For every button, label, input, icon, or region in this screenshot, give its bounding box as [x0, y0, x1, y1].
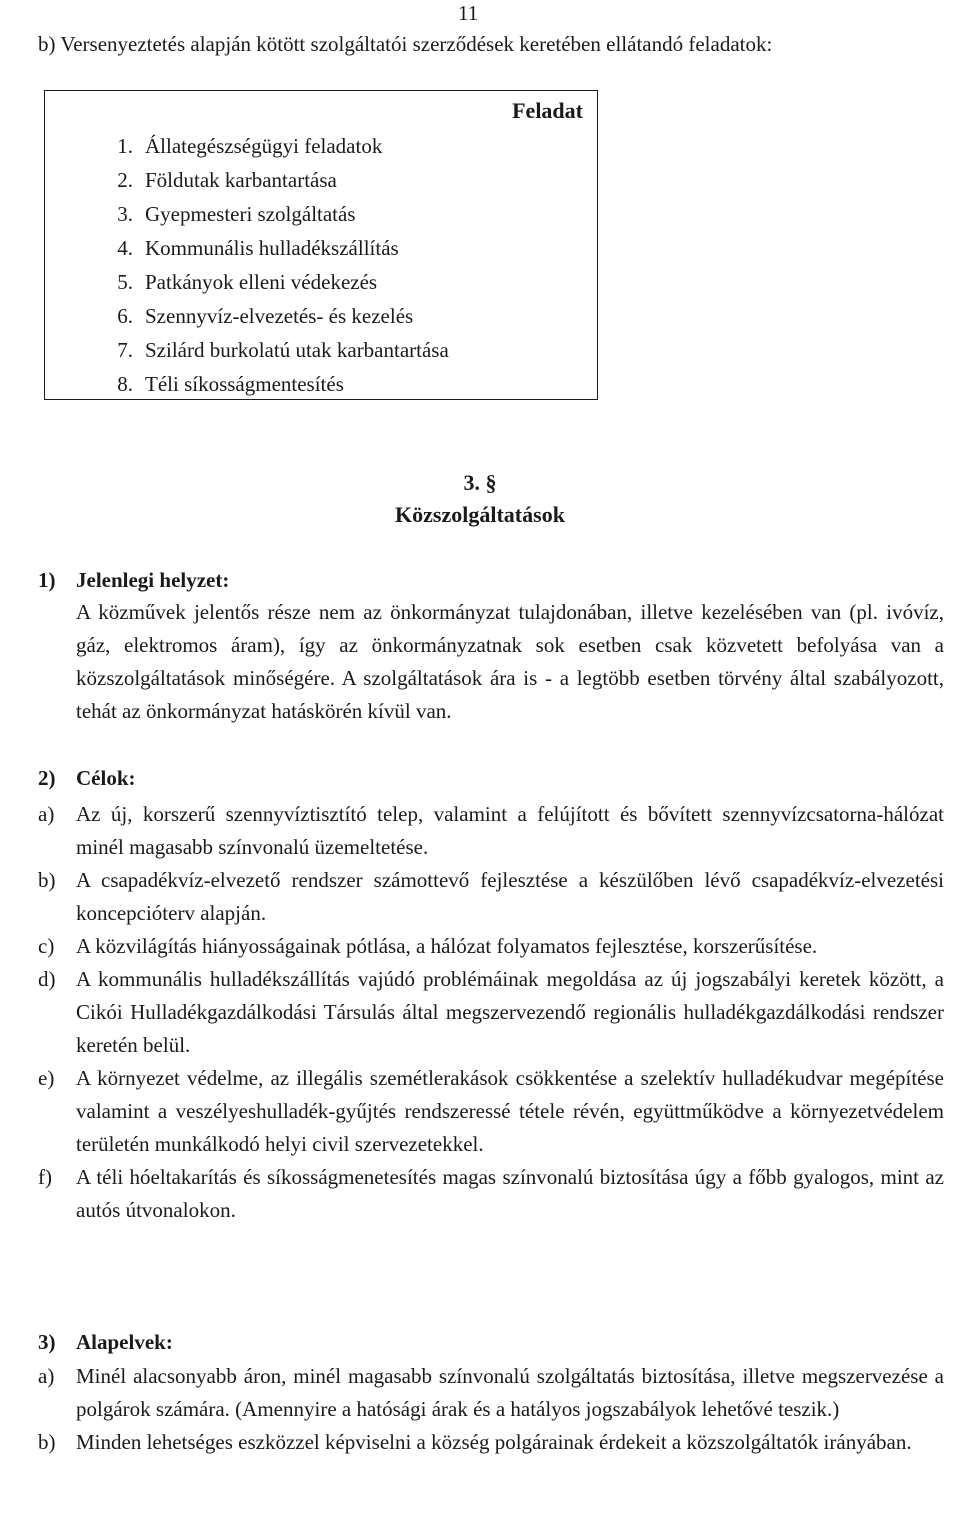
- goals-title: Célok:: [76, 766, 136, 790]
- task-number: 1.: [117, 134, 133, 158]
- principle-marker: a): [38, 1364, 55, 1388]
- goal-marker: c): [38, 934, 55, 958]
- task-table: [44, 90, 598, 400]
- task-name: Földutak karbantartása: [145, 168, 337, 192]
- goal-item: [38, 864, 944, 930]
- task-number: 2.: [117, 168, 133, 192]
- goal-text: Az új, korszerű szennyvíztisztító telep, valamint a felújított és bővített szennyvízcsatorna-hálózat minél magasabb színvonalú üzemeltetése.: [76, 802, 944, 859]
- intro-line: b) Versenyeztetés alapján kötött szolgáltatói szerződések keretében ellátandó feladatok:: [38, 32, 773, 56]
- principles-title: Alapelvek:: [76, 1330, 173, 1354]
- task-name: Szilárd burkolatú utak karbantartása: [145, 338, 449, 362]
- principles-block: [38, 1328, 944, 1459]
- task-number: 3.: [117, 202, 133, 226]
- goal-marker: e): [38, 1066, 55, 1090]
- current-state-title: Jelenlegi helyzet:: [76, 568, 230, 592]
- principle-marker: b): [38, 1430, 56, 1454]
- section-title: Közszolgáltatások: [395, 502, 565, 527]
- current-state-block: [38, 566, 944, 728]
- goal-text: A kommunális hulladékszállítás vajúdó problémáinak megoldása az új jogszabályi keretek között, a Cikói Hulladékgazdálkodási Társulás által megszervezendő regionális hulladékgazdálkodási rendszer keretén belül.: [76, 967, 944, 1057]
- current-state-label: 1): [38, 568, 56, 592]
- principle-item: [38, 1426, 944, 1459]
- goals-heading: [38, 764, 944, 792]
- goal-text: A csapadékvíz-elvezető rendszer számottevő fejlesztése a készülőben lévő csapadékvíz-elvezetési koncepcióterv alapján.: [76, 868, 944, 925]
- task-number: 4.: [117, 236, 133, 260]
- goal-marker: b): [38, 868, 56, 892]
- goal-marker: f): [38, 1165, 52, 1189]
- principles-label: 3): [38, 1330, 56, 1354]
- task-number: 7.: [117, 338, 133, 362]
- task-name: Szennyvíz-elvezetés- és kezelés: [145, 304, 414, 328]
- goal-text: A környezet védelme, az illegális szemétlerakások csökkentése a szelektív hulladékudvar megépítése valamint a veszélyeshulladék-gyűjtés rendszeressé tétele révén, együttműködve a környezetvédelem területén munkálkodó helyi civil szervezetekkel.: [76, 1066, 944, 1156]
- page-number: 11: [458, 1, 479, 25]
- principle-text: Minden lehetséges eszközzel képviselni a község polgárainak érdekeit a közszolgáltatók irányában.: [76, 1430, 912, 1454]
- principles-heading: [38, 1328, 944, 1356]
- task-name: Kommunális hulladékszállítás: [145, 236, 399, 260]
- goal-marker: a): [38, 802, 55, 826]
- goal-item: [38, 963, 944, 1062]
- goal-item: [38, 1062, 944, 1161]
- goal-text: A közvilágítás hiányosságainak pótlása, a hálózat folyamatos fejlesztése, korszerűsítése.: [76, 934, 818, 958]
- goal-text: A téli hóeltakarítás és síkosságmenetesítés magas színvonalú biztosítása úgy a főbb gyalogos, mint az autós útvonalokon.: [76, 1165, 944, 1222]
- goal-marker: d): [38, 967, 56, 991]
- goals-block: [38, 764, 944, 1227]
- task-table-header: Feladat: [512, 98, 583, 123]
- current-state-text: A közművek jelentős része nem az önkormányzat tulajdonában, illetve kezelésében van (pl. ivóvíz, gáz, elektromos áram), így az önkormányzatnak sok esetben csak közvetett befolyása van a közszolgáltatások minőségére. A szolgáltatások ára is - a legtöbb esetben törvény által szabályozott, tehát az önkormányzat hatáskörén kívül van.: [76, 600, 944, 723]
- principle-text: Minél alacsonyabb áron, minél magasabb színvonalú szolgáltatás biztosítása, illetve megszervezése a polgárok számára. (Amennyire a hatósági árak és a hatályos jogszabályok lehetővé teszik.): [76, 1364, 944, 1421]
- task-name: Gyepmesteri szolgáltatás: [145, 202, 356, 226]
- task-number: 6.: [117, 304, 133, 328]
- task-number: 8.: [117, 372, 133, 396]
- goal-item: [38, 798, 944, 864]
- goals-label: 2): [38, 766, 56, 790]
- task-name: Patkányok elleni védekezés: [145, 270, 378, 294]
- principle-item: [38, 1360, 944, 1426]
- task-name: Téli síkosságmentesítés: [145, 372, 344, 396]
- current-state-heading: [38, 566, 944, 594]
- goal-item: [38, 1161, 944, 1227]
- goal-item: [38, 930, 944, 963]
- task-number: 5.: [117, 270, 133, 294]
- section-number: 3. §: [463, 470, 497, 495]
- task-name: Állategészségügyi feladatok: [145, 134, 383, 158]
